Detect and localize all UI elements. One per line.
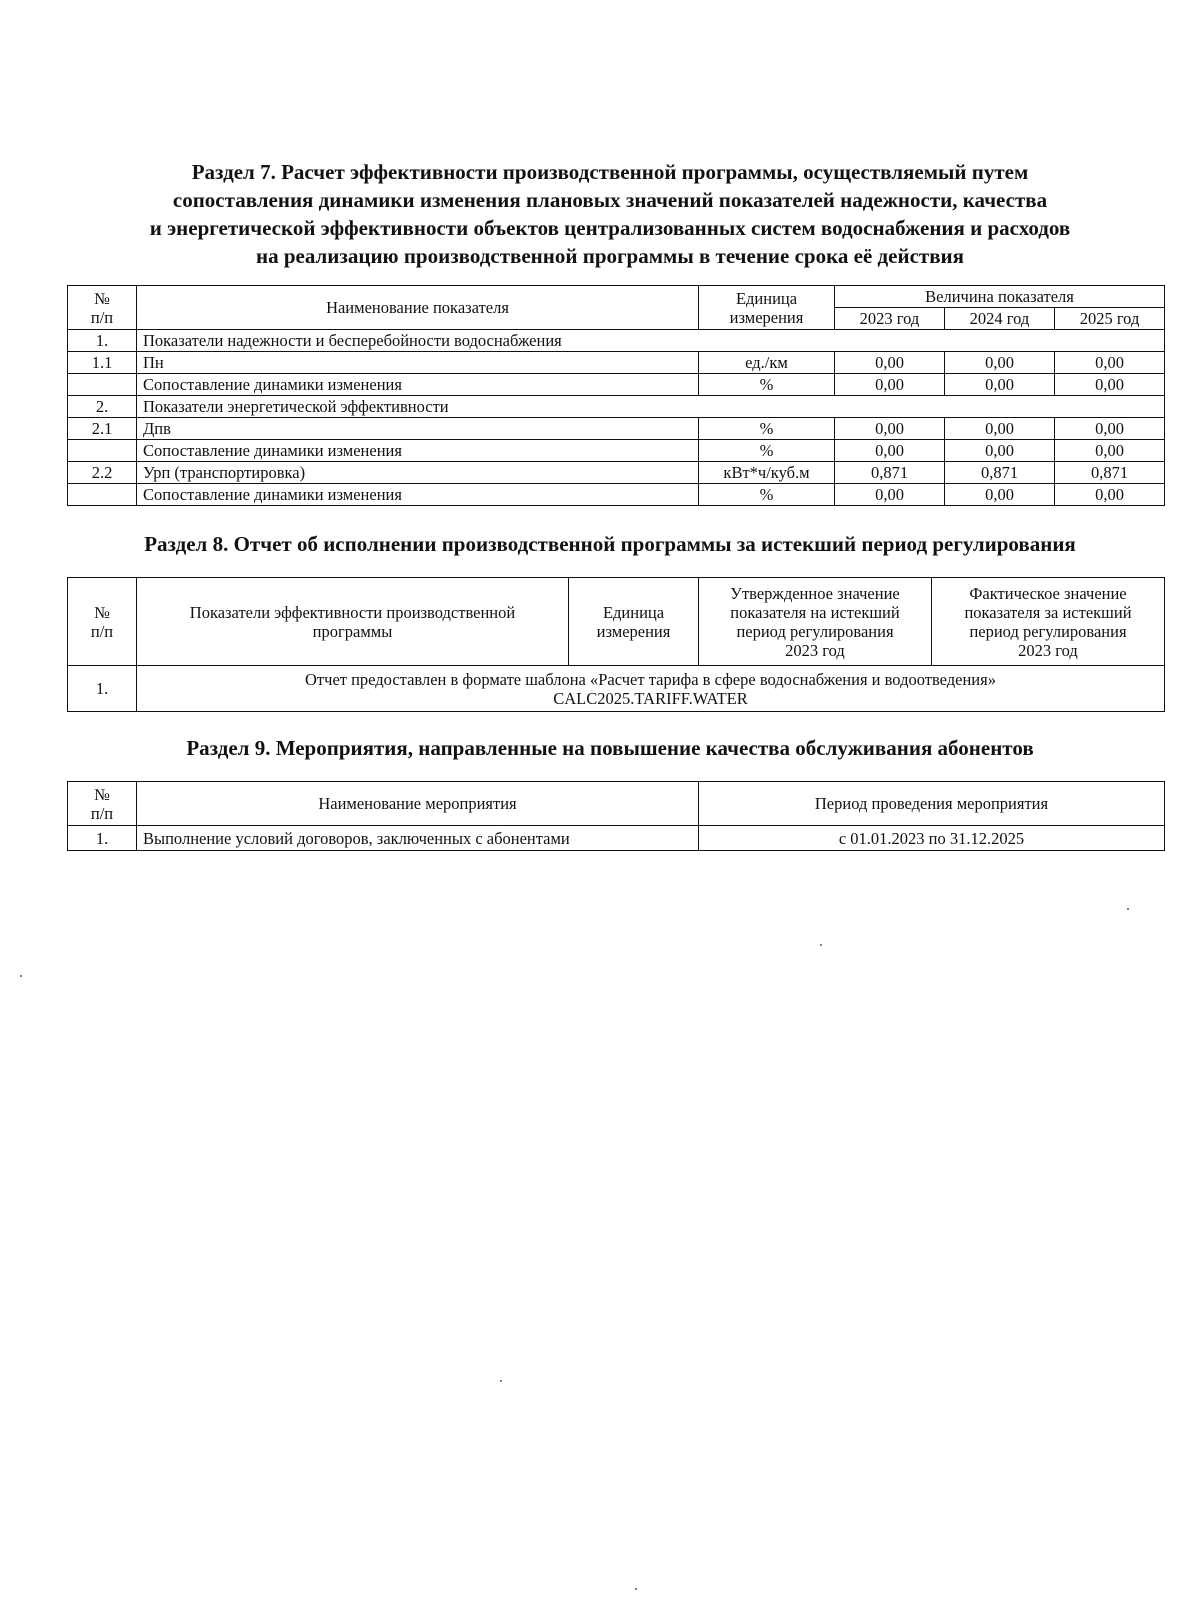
table-header-row [68,286,1165,308]
cell-value-2023: 0,00 [835,352,945,374]
cell-num [68,374,137,396]
cell-unit: % [699,418,835,440]
header-cell-period: Период проведения мероприятия [699,782,1165,826]
section7-title-line: и энергетической эффективности объектов централизованных систем водоснабжения и расходов [149,216,1071,240]
cell-unit: % [699,374,835,396]
header-cell-name: Наименование показателя [137,286,699,330]
header-text: № [94,602,110,622]
cell-group-name: Показатели энергетической эффективности [137,396,1165,418]
header-cell-unit [699,286,835,330]
table-header-row [68,578,1165,666]
section7-title-line: Раздел 7. Расчет эффективности производственной программы, осуществляемый путем [191,160,1029,184]
header-cell-unit [569,578,699,666]
cell-num [68,440,137,462]
section7-table [67,285,1165,506]
cell-value-2024: 0,00 [945,484,1055,506]
cell-value-2024: 0,00 [945,418,1055,440]
header-cell-num [68,578,137,666]
header-text: период регулирования [969,621,1127,641]
cell-name: Выполнение условий договоров, заключенных с абонентами [137,826,699,851]
section8-title [60,530,1160,558]
header-cell-name: Наименование мероприятия [137,782,699,826]
header-text: № [94,288,110,308]
cell-num: 2. [68,396,137,418]
cell-value-2023: 0,00 [835,374,945,396]
cell-group-name: Показатели надежности и бесперебойности водоснабжения [137,330,1165,352]
cell-num: 1. [68,826,137,851]
cell-num: 1. [68,330,137,352]
section8-table [67,577,1165,712]
section7-title [60,158,1160,270]
header-cell-year: 2024 год [945,308,1055,330]
section9-table [67,781,1165,851]
header-cell-year: 2023 год [835,308,945,330]
cell-value-2025: 0,00 [1055,374,1165,396]
scan-speck [635,1588,637,1590]
header-text: 2023 год [1018,640,1078,660]
header-text: измерения [729,307,804,327]
cell-num: 2.1 [68,418,137,440]
header-cell-actual [932,578,1165,666]
header-text: Единица [602,602,665,622]
scan-speck [500,1380,502,1382]
cell-num: 1. [68,666,137,712]
header-text: Утвержденное значение [730,583,900,603]
cell-name: Урп (транспортировка) [137,462,699,484]
table-row [68,330,1165,352]
table-row [68,418,1165,440]
cell-value-2024: 0,00 [945,440,1055,462]
cell-num [68,484,137,506]
cell-name: Сопоставление динамики изменения [137,440,699,462]
report-text-line: Отчет предоставлен в формате шаблона «Расчет тарифа в сфере водоснабжения и водоотведения» [305,669,996,689]
cell-value-2025: 0,00 [1055,440,1165,462]
header-text: измерения [596,621,671,641]
header-cell-num [68,286,137,330]
report-text-line: CALC2025.TARIFF.WATER [553,688,748,708]
cell-value-2024: 0,871 [945,462,1055,484]
section8-title-line: Раздел 8. Отчет об исполнении производственной программы за истекший период регулирования [144,532,1076,556]
cell-unit: кВт*ч/куб.м [699,462,835,484]
header-text: показателя за истекший [964,602,1132,622]
header-cell-num [68,782,137,826]
header-text: п/п [90,803,114,823]
cell-value-2025: 0,00 [1055,352,1165,374]
cell-unit: ед./км [699,352,835,374]
table-row [68,462,1165,484]
header-text: показателя на истекший [730,602,900,622]
cell-value-2025: 0,00 [1055,418,1165,440]
section7-title-line: на реализацию производственной программы в течение срока её действия [255,244,965,268]
cell-value-2023: 0,00 [835,440,945,462]
cell-name: Сопоставление динамики изменения [137,484,699,506]
header-cell-indicators [137,578,569,666]
header-text: п/п [90,307,114,327]
cell-unit: % [699,484,835,506]
header-text: программы [312,621,393,641]
table-row [68,440,1165,462]
table-header-row [68,782,1165,826]
table-row [68,352,1165,374]
cell-value-2024: 0,00 [945,352,1055,374]
table-row [68,396,1165,418]
section9-title [60,734,1160,762]
cell-value-2024: 0,00 [945,374,1055,396]
cell-unit: % [699,440,835,462]
cell-num: 1.1 [68,352,137,374]
header-text: Показатели эффективности производственной [189,602,516,622]
section7-title-line: сопоставления динамики изменения плановых значений показателей надежности, качества [172,188,1048,212]
header-text: Единица [735,288,798,308]
cell-num: 2.2 [68,462,137,484]
scan-speck [820,944,822,946]
header-text: № [94,784,110,804]
header-text: п/п [90,621,114,641]
cell-name: Дпв [137,418,699,440]
cell-value-2023: 0,00 [835,484,945,506]
scan-speck [1127,908,1129,910]
header-cell-year: 2025 год [1055,308,1165,330]
cell-value-2023: 0,871 [835,462,945,484]
header-text: 2023 год [785,640,845,660]
scan-speck [20,975,22,977]
header-cell-approved [699,578,932,666]
header-cell-value: Величина показателя [835,286,1165,308]
cell-report-text [137,666,1165,712]
header-text: Фактическое значение [969,583,1127,603]
cell-period: с 01.01.2023 по 31.12.2025 [699,826,1165,851]
header-text: период регулирования [736,621,894,641]
table-row [68,484,1165,506]
cell-name: Пн [137,352,699,374]
table-row [68,666,1165,712]
cell-name: Сопоставление динамики изменения [137,374,699,396]
cell-value-2025: 0,871 [1055,462,1165,484]
table-row [68,826,1165,851]
cell-value-2023: 0,00 [835,418,945,440]
section9-title-line: Раздел 9. Мероприятия, направленные на повышение качества обслуживания абонентов [186,736,1034,760]
table-row [68,374,1165,396]
cell-value-2025: 0,00 [1055,484,1165,506]
